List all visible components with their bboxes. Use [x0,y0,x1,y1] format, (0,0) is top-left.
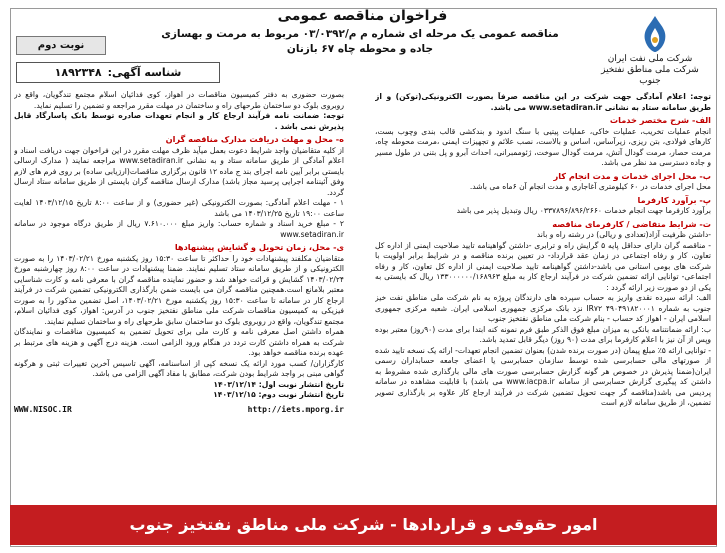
submission-text-1: متقاضیان مکلفند پیشنهادات خود را حداکثر تا ساعت ۱۵:۳۰ روز یکشنبه مورخ ۱۴۰۳/۰۲/۲۱ را به صورت الکترونیکی و از طریق سامانه ستاد تسلیم نمایند. ضمنا پیشنهادات در ساعت ۸:۰۰ روز چهارشنبه مورخ ۱۴۰۳/۰۲/۲۴ گشایش و قرائت خواهد شد و حضور نماینده مناقصه گران با معرفی نامه و کارت شناسایی معتبر بلامانع است.همچنین مناقصه گران می بایست ضمن بارگذاری الکترونیکی تضمین شرکت در فرآیند ارجاع کار در سامانه تا ساعت ۱۵:۳۰ روز یکشنبه مورخ ۱۴۰۳/۰۲/۲۱، اصل تضمین مذکور را به صورت فیزیکی به کمیسیون مناقصات شرکت ملی مناطق نفتخیز جنوب در آدرس: اهواز، کوی فدائیان اسلام، مجتمع تندگویان، واقع در روبروی بلوک دو ساختمان سابق طرحهای راه و ساختمان تسلیم نمایند. [14,253,344,326]
logo-text-nioc: شرکت ملی نفت ایران [607,54,693,64]
turn-badge: نوبت دوم [16,36,106,55]
right-column [375,92,711,495]
page-subtitle [160,27,560,57]
section-heading-submission: ی- محل، زمان تحویل و گشایش پیشنهادها [174,242,344,252]
page-title: فراخوان مناقصه عمومی [277,8,448,24]
pasargad-note: توجه: ضمانت نامه فرآیند ارجاع کار و انجام تعهدات صادره توسط بانک پاسارگاد قابل پذیرش نمی باشد . [14,111,344,131]
website-row [14,405,344,416]
website-nisoc[interactable]: WWW.NISOC.IR [14,404,72,414]
ad-id-value: ۱۸۹۲۳۴۸ [54,66,102,79]
section-heading-documents: ه- محل و مهلت دریافت مدارک مناقصه گران [165,134,344,144]
left-column [14,90,344,495]
section-heading-te: ت- شرایط متقاضی / کارفرمای مناقصه [552,218,711,229]
submission-text-2: همراه داشتن اصل معرفی نامه و کارت ملی برای تحویل تضمین به کمیسیون مناقصات و نمایندگان شرکت به همراه داشتن کارت تردد در هنگام ورود الزامی است. هزینه درج آگهی و هزینه های مرتبط بر عهده برنده مناقصه خواهد بود. [14,327,344,357]
documents-text-2: ۱ - مهلت اعلام آمادگی: بصورت الکترونیکی (غیر حضوری) و از ساعت ۸:۰۰ تاریخ ۱۴۰۳/۱۲/۱۵ لغایت ساعت ۱۹:۰۰ تاریخ ۱۴۰۳/۱۲/۲۵ می باشد [14,198,344,218]
subtitle-line-2: جاده و محوطه چاه ۶۷ بازنان [286,43,434,55]
section-heading-pe: پ- برآورد کارفرما [637,194,711,205]
section-heading-alef: الف- شرح مختصر خدمات [609,115,711,125]
publish-date-2: تاریخ انتشار نوبت دوم: ۱۴۰۳/۱۲/۱۵ [213,390,344,399]
documents-text-3: ۲ - مبلغ خرید اسناد و شماره حساب: واریز مبلغ ۷.۶۱۰.۰۰۰ ریال از طریق درگاه موجود در سامانه www.setadiran.ir [14,219,344,239]
ad-id-box [16,62,220,83]
section-text-te-1: -داشتن ظرفیت آزاد(تعدادی و ریالی) در رشته راه و باند [536,230,711,239]
section-text-be: محل اجرای خدمات در ۶۰ کیلومتری آغاجاری و مدت انجام آن ۶ماه می باشد. [469,182,711,191]
website-iets[interactable]: http://iets.mporg.ir [247,404,344,414]
section-text-te-3: الف: ارائه سپرده نقدی واریز به حساب سپرده های دارندگان پروژه به نام شرکت ملی مناطق نفت خیز جنوب به شماره ۴۹۰۴۹۱۸۲۰۰۰۱ IR۷۲ نزد بانک مرکزی جمهوری اسلامی ایران. شعبه مرکزی جمهوری اسلامی ایران - اهواز کد حساب - بنام شرکت ملی مناطق نفتخیز جنوب [375,293,711,323]
guarantee-delivery-text: بصورت حضوری به دفتر کمیسیون مناقصات در اهواز، کوی فدائیان اسلام مجتمع تندگویان، واقع در روبروی بلوک دو ساختمان طرحهای راه و ساختمان در مهلت مقرر مراجعه و تضمین را تسلیم نماید. [14,90,344,110]
subtitle-line-1: مناقصه عمومی یک مرحله ای شماره م م/۰۳/۰۳۹۲ مربوط به مرمت و بهسازی [161,28,559,40]
publish-date-1: تاریخ انتشار نوبت اول: ۱۴۰۳/۱۲/۱۴ [213,379,344,389]
company-logo [595,14,705,94]
section-text-te-4: ب: ارائه ضمانتنامه بانکی به میزان مبلغ فوق الذکر طبق فرم نمونه کنه ابتدا برای مدت (۹۰روز) معتبر بوده وپس از آن نیز با اعلام کارفرما برای مدت (۹۰ روز) دیگر قابل تمدید باشد. [375,324,711,344]
documents-text-1: از کلیه متقاضیان واجد شرایط دعوت بعمل میآید ظرف مهلت مقرر در این فراخوان جهت دریافت اسناد و اعلام آمادگی از طریق سامانه ستاد و به نشانی www.setadiran.ir مراجعه نمایند ( مدارک ارسالی بایستی برابر آیین نامه اجرای بند ج ماده ۱۲ قانون برگزاری مناقصات(ارزیابی ساده) بر روی فرم های لازم وفق آئیننامه اجرایی پرسید مجاز باشد) مدارک ارسال مناقصه گران بایستی از طریق سامانه ستاد ارسال گردد. [14,145,344,197]
section-text-pe: برآورد کارفرما جهت انجام خدمات ۰۳۳۷۸۹۶/۸۹۶/۲۶۶۰ ریال وتبدیل پذیر می باشد [456,206,711,215]
section-heading-be: ب- محل اجرای خدمات و مدت انجام کار [553,170,711,181]
submission-text-3: کارگزاران/ کسب مورد ارائه یک نسخه کپی از اساسنامه، آگهی تاسیس آخرین تغییرات ثبتی و هرگونه گواهی مبنی بر واجد شرایط بودن شرکت، مطابق با مفاد آگهی الزامی می باشد. [14,358,344,378]
section-text-te-2: - مناقصه گران دارای حداقل پایه ۵ گرایش راه و ترابری -داشتن گواهینامه تایید صلاحیت ایمنی از اداره کل تعاون، کار و رفاه اجتماعی در زمان عقد قرارداد- در تعیین برنده مناقصه و در شرایط برابر اولویت با شرکت های بومی استانی می باشد-داشتن گواهینامه تایید صلاحیت ایمنی از اداره کل تعاون، کار و رفاه اجتماعی- توانایی ارائه تضمین شرکت در فرآیند ارجاع کار به مبلغ ۱۳۳۰۰۰۰۰۰/۱۶۸۹۶۳ ریال که بایستی به یکی از دو صورت زیر ارائه گردد : [375,240,711,292]
ad-id-label: شناسه آگهی: [107,66,182,79]
intro-note: توجه: اعلام آمادگی جهت شرکت در این مناقصه صرفاً بصورت الکترونیکی(توکن) و از طریق سامانه ستاد به نشانی www.setadiran.ir می باشد. [375,92,711,112]
nioc-flame-icon [635,14,675,54]
logo-text-nisoc: شرکت ملی مناطق نفتخیز جنوب [601,65,699,86]
section-text-alef: انجام عملیات تخریب، عملیات خاکی، عملیات پیتیی با سنگ اندود و بندکشی قالب بندی وچوب بست، کارهای فولادی، بتن ریزی، زیرآساس، اساس و بالاست، نصب علائم و تجهیزات ایمنی ،مرمت محوطه چاه، مرمت حصار، مرمت گودال آتش، مرمت گودال سوخت، ژئوممبرانی، احداث آبرو و پل بتنی در طول مسیر و جاده دسترسی مد نظر می باشد. [375,126,711,167]
footer-banner: امور حقوقی و قراردادها - شرکت ملی مناطق نفتخیز جنوب [10,505,717,545]
section-text-te-5: - توانایی ارائه ۵٪ مبلغ پیمان (در صورت برنده شدن) بعنوان تضمین انجام تعهدات- ارائه یک نسخه تایید شده از صورتهای مالی حسابرسی شده توسط سازمان حسابرسی یا اعضای جامعه حسابداران رسمی ایران(ضمنا پذیرش در خصوص هر گونه گزارش حسابرسی صورت های مالی بارگذاری شده مشروط به داشتن کد پیگیری گزارش حسابرسی از سامانه www.iacpa.ir می باشد) با قابلیت مشاهده در سامانه پردیس می باشد(مناقصه گر جهت تحویل تضمین شرکت در فرآیند ارجاع کار علاوه بر بارگذاری تصویر تضمین، از طریق سامانه لازم است [375,345,711,407]
